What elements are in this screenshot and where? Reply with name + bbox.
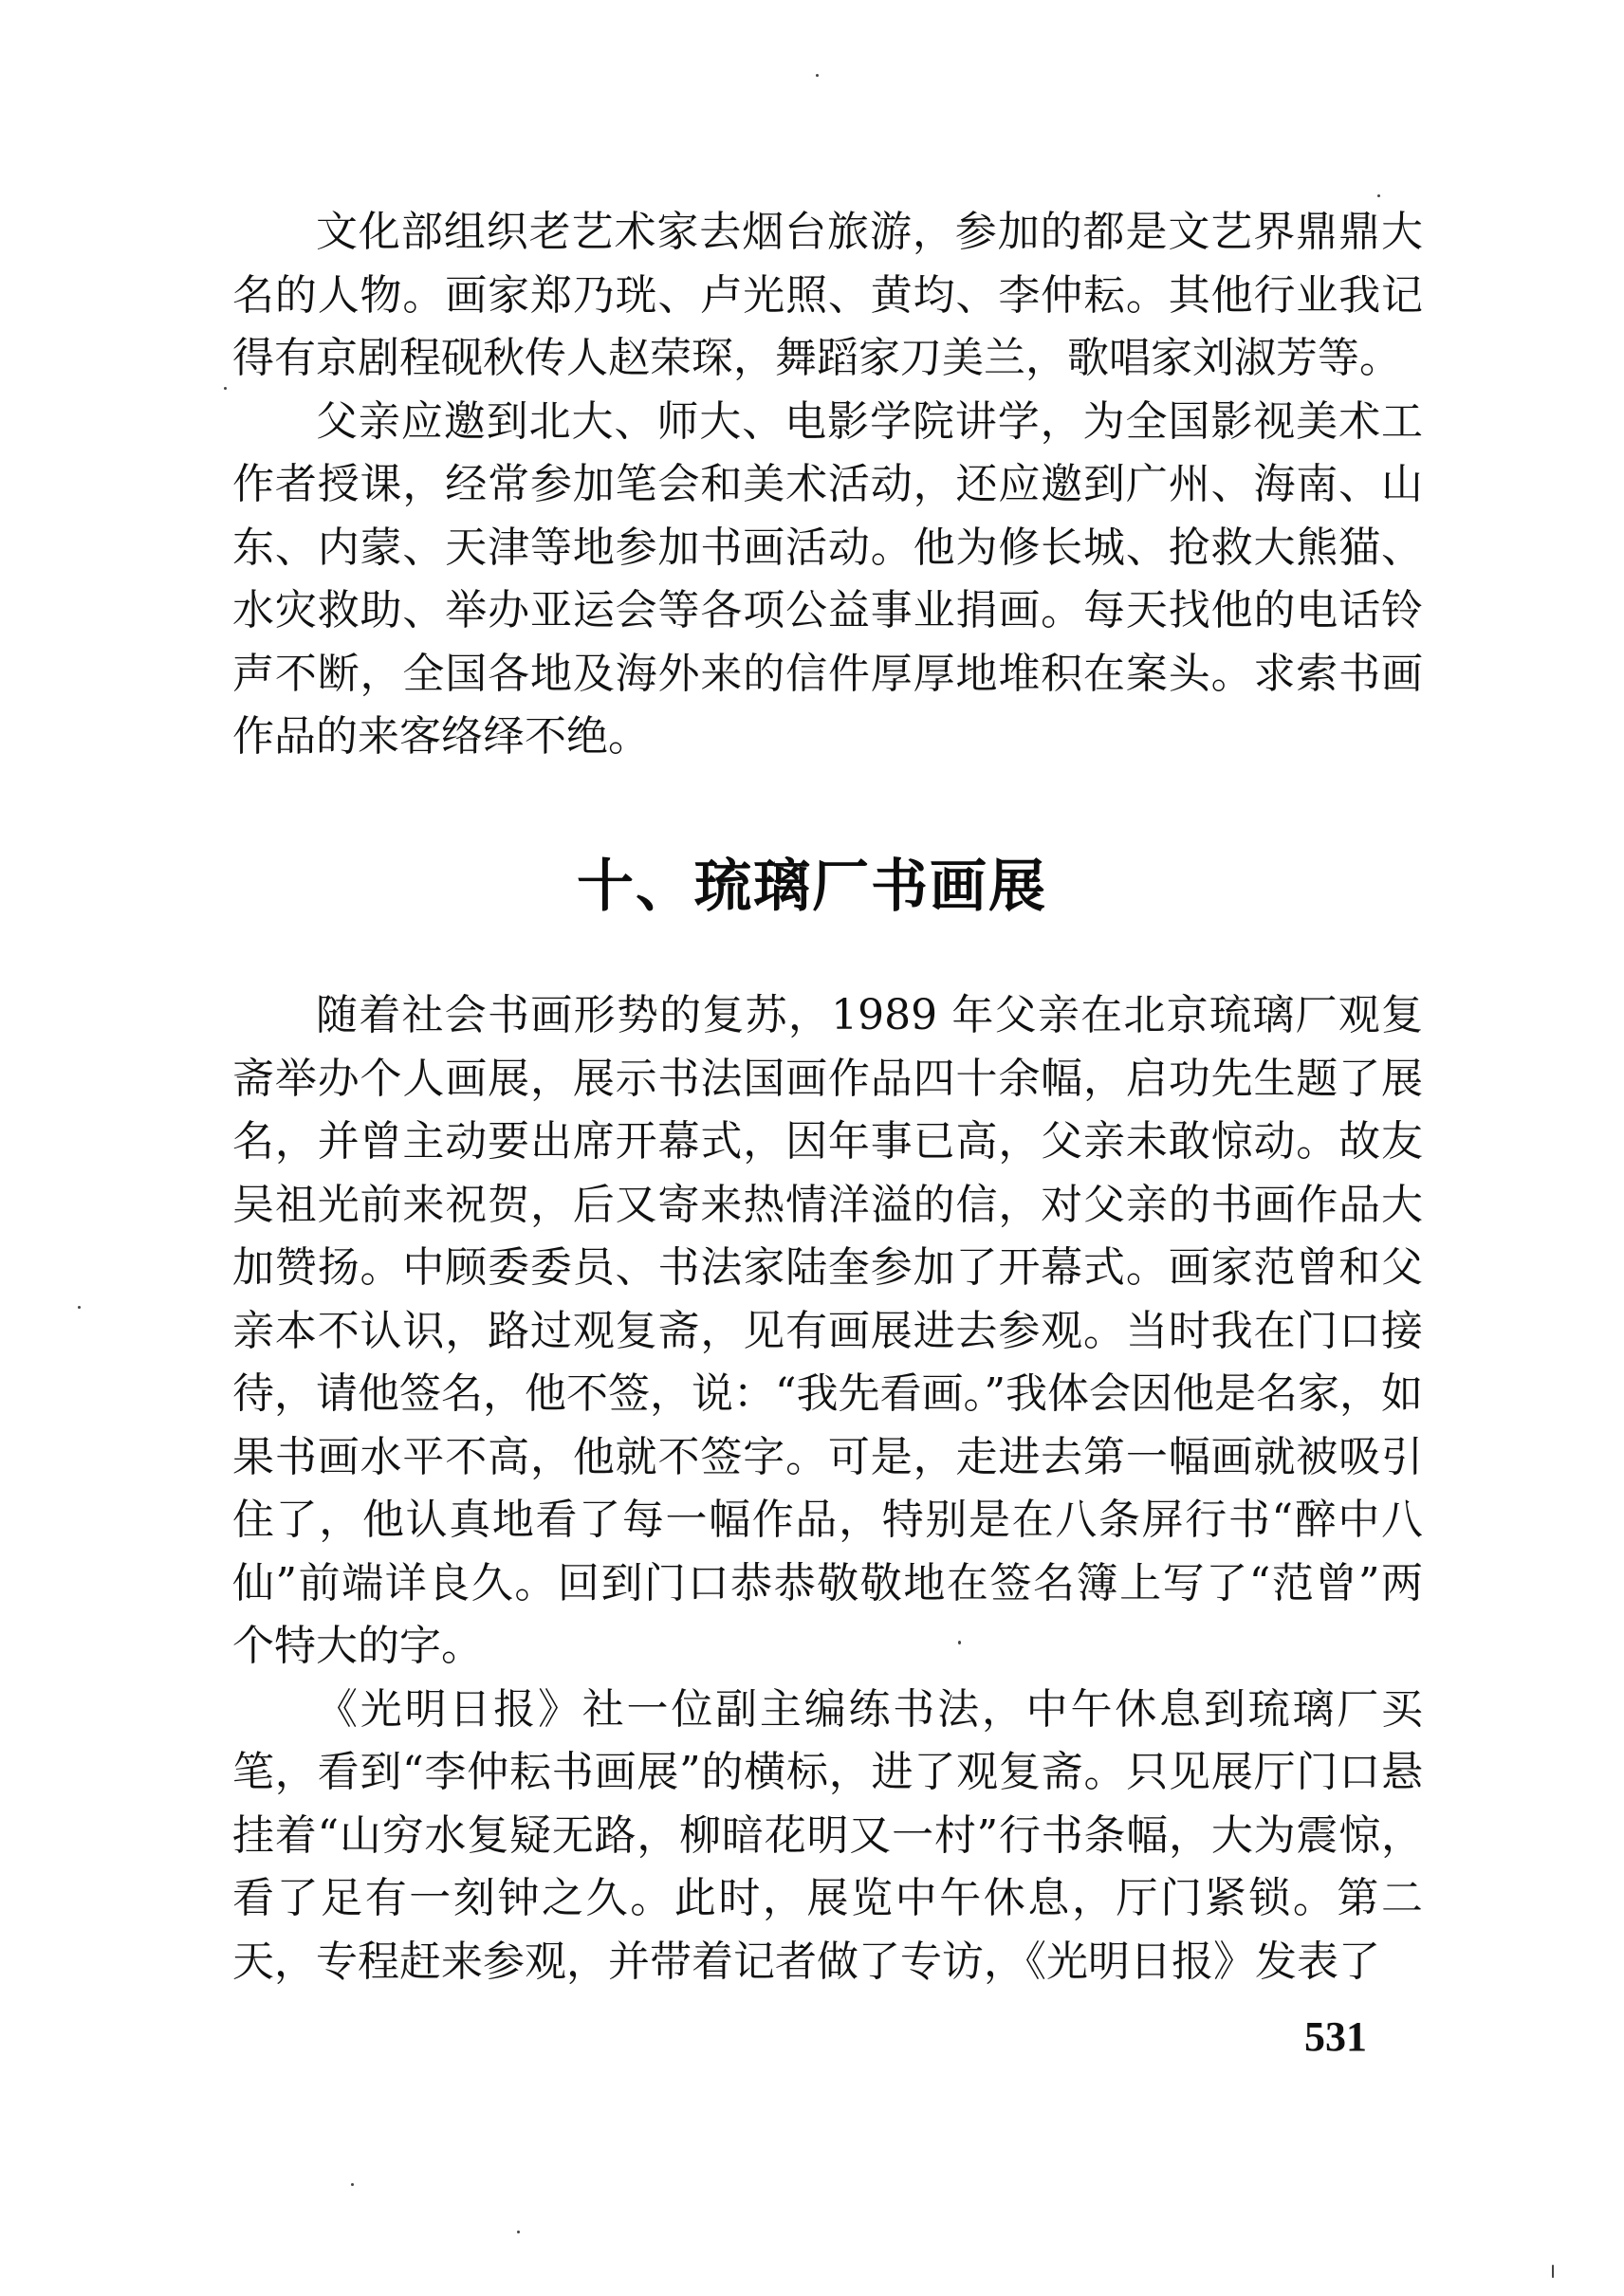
- scan-speck: [224, 387, 227, 390]
- page-number: 531: [1304, 2013, 1367, 2060]
- scan-speck: [816, 74, 819, 77]
- scan-speck: [351, 2183, 354, 2186]
- section-heading: 十、琉璃厂书画展: [577, 854, 1047, 920]
- scan-speck: [1552, 2265, 1554, 2278]
- paragraph-exhibition-1989: 随着社会书画形势的复苏，1989 年父亲在北京琉璃厂观复斋举办个人画展，展示书法国画作品四十余幅，启功先生题了展名，并曾主动要出席开幕式，因年事已高，父亲未敢惊动。故友吴祖光前来祝贺，后又寄来热情洋溢的信，对父亲的书画作品大加赞扬。中顾委委员、书法家陆奎参加了开幕式。画家范曾和父亲本不认识，路过观复斋，见有画展进去参观。当时我在门口接待，请他签名，他不签，说：“我先看画。”我体会因他是名家，如果书画水平不高，他就不签字。可是，走进去第一幅画就被吸引住了，他认真地看了每一幅作品，特别是在八条屏行书“醉中八仙”前端详良久。回到门口恭恭敬敬地在签名簿上写了“范曾”两个特大的字。: [232, 991, 1423, 1670]
- scan-speck: [517, 2231, 520, 2233]
- section-exhibition-text: [232, 984, 1423, 1993]
- scan-speck: [958, 1641, 961, 1644]
- paragraph-guangming-daily: 《光明日报》社一位副主编练书法，中午休息到琉璃厂买笔，看到“李仲耘书画展”的横标，进了观复斋。只见展厅门口悬挂着“山穷水复疑无路，柳暗花明又一村”行书条幅，大为震惊，看了足有一刻钟之久。此时，展览中午休息，厅门紧锁。第二天，专程赶来参观，并带着记者做了专访，《光明日报》发表了: [232, 1684, 1423, 1986]
- section-intro-text: [232, 201, 1423, 769]
- scan-speck: [1377, 194, 1380, 197]
- scan-speck: [78, 1306, 81, 1309]
- paragraph-lectures-activities: 父亲应邀到北大、师大、电影学院讲学，为全国影视美术工作者授课，经常参加笔会和美术活动，还应邀到广州、海南、山东、内蒙、天津等地参加书画活动。他为修长城、抢救大熊猫、水灾救助、举办亚运会等各项公益事业捐画。每天找他的电话铃声不断，全国各地及海外来的信件厚厚地堆积在案头。求索书画作品的来客络绎不绝。: [232, 396, 1423, 761]
- paragraph-yantai-trip: 文化部组织老艺术家去烟台旅游，参加的都是文艺界鼎鼎大名的人物。画家郑乃珖、卢光照、黄均、李仲耘。其他行业我记得有京剧程砚秋传人赵荣琛，舞蹈家刀美兰，歌唱家刘淑芳等。: [232, 208, 1423, 382]
